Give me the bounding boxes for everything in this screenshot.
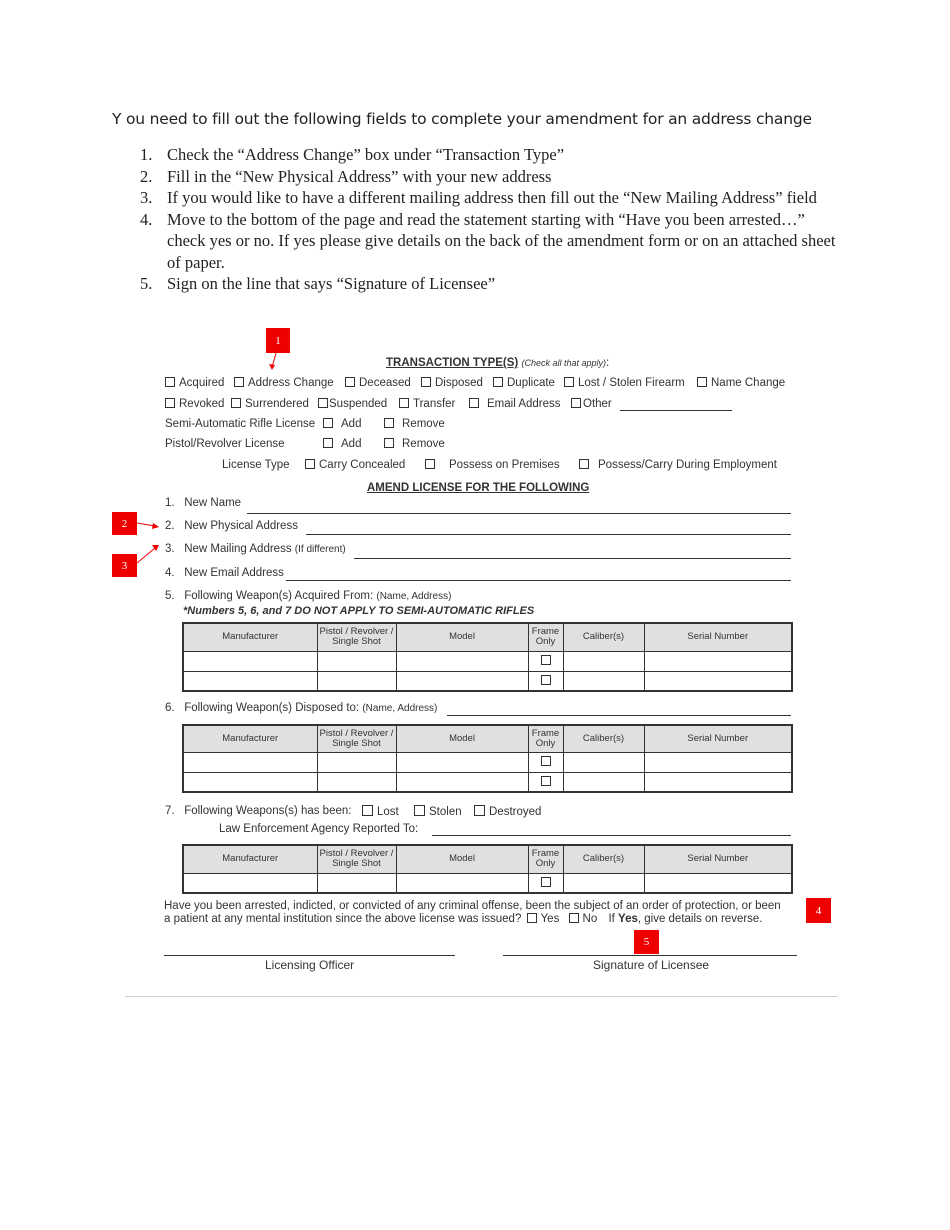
marker-5: 5: [634, 930, 659, 954]
column-header: Caliber(s): [563, 725, 644, 752]
column-header: Caliber(s): [563, 623, 644, 651]
marker-1: 1: [266, 328, 290, 353]
weapons-table-disposed: [182, 724, 793, 793]
checkbox-pistol-add[interactable]: Add: [323, 438, 361, 450]
table-row: [183, 671, 792, 691]
column-header: Manufacturer: [183, 845, 317, 873]
column-header: Manufacturer: [183, 725, 317, 752]
item-disposed-to: 6. Following Weapon(s) Disposed to: (Name, Address): [165, 702, 438, 714]
transaction-title-row: TRANSACTION TYPE(S) (Check all that apply):: [386, 357, 610, 369]
checkbox-no[interactable]: No: [569, 913, 598, 925]
weapons-table-lost: [182, 844, 793, 894]
list-item: 1. Check the “Address Change” box under “Transaction Type”: [140, 145, 565, 164]
column-header: Pistol / Revolver / Single Shot: [317, 725, 396, 752]
column-header: Frame Only: [528, 845, 563, 873]
column-header: Pistol / Revolver / Single Shot: [317, 845, 396, 873]
amend-title: AMEND LICENSE FOR THE FOLLOWING: [367, 482, 590, 494]
column-header: Pistol / Revolver / Single Shot: [317, 623, 396, 651]
checkbox-duplicate[interactable]: Duplicate: [493, 377, 555, 389]
table-row: [183, 772, 792, 792]
arrest-statement-line2: a patient at any mental institution since the above license was issued? Yes No If Yes, give details on reverse.: [164, 913, 763, 925]
checkbox-revoked[interactable]: Revoked: [165, 398, 224, 410]
item-new-physical-address: 2. New Physical Address: [165, 520, 298, 532]
checkbox-address-change[interactable]: Address Change: [234, 377, 334, 389]
checkbox-other[interactable]: Other: [571, 398, 612, 410]
column-header: Serial Number: [644, 725, 792, 752]
checkbox-email-address[interactable]: Email Address: [469, 398, 561, 410]
column-header: Caliber(s): [563, 845, 644, 873]
checkbox-disposed[interactable]: Disposed: [421, 377, 483, 389]
column-header: Model: [396, 845, 528, 873]
item-new-name: 1. New Name: [165, 497, 242, 509]
checkbox-lost[interactable]: Lost: [362, 805, 399, 818]
law-enforcement-label: Law Enforcement Agency Reported To:: [219, 823, 419, 835]
list-item: 2. Fill in the “New Physical Address” with your new address: [140, 166, 552, 186]
licensing-officer-line[interactable]: [164, 955, 455, 956]
licensing-officer-label: Licensing Officer: [265, 958, 355, 972]
signature-licensee-label: Signature of Licensee: [593, 958, 710, 972]
signature-licensee-line[interactable]: [503, 955, 797, 956]
column-header: Serial Number: [644, 845, 792, 873]
marker-2: 2: [112, 512, 137, 535]
list-item: 4. Move to the bottom of the page and read the statement starting with “Have you been arrested…” check yes or no. If yes please give details on the back of the amendment form or on an attached sheet of paper.: [140, 209, 836, 272]
checkbox-carry-concealed[interactable]: Carry Concealed: [305, 459, 405, 471]
new-mailing-address-line[interactable]: [354, 558, 791, 559]
item-acquired-from: 5. Following Weapon(s) Acquired From: (Name, Address): [165, 590, 452, 602]
marker-3: 3: [112, 554, 137, 577]
marker-4: 4: [806, 898, 831, 923]
checkbox-deceased[interactable]: Deceased: [345, 377, 411, 389]
checkbox-semi-remove[interactable]: Remove: [384, 418, 445, 430]
divider: [125, 996, 838, 997]
checkbox-surrendered[interactable]: Surrendered: [231, 398, 309, 410]
checkbox-possess-premises[interactable]: Possess on Premises: [425, 459, 560, 471]
arrow-icon: [266, 350, 282, 372]
checkbox-semi-add[interactable]: Add: [323, 418, 361, 430]
transaction-title: TRANSACTION TYPE(S): [386, 357, 519, 369]
table-row: [183, 651, 792, 671]
checkbox-possess-carry-employment[interactable]: Possess/Carry During Employment: [579, 459, 777, 471]
checkbox-name-change[interactable]: Name Change: [697, 377, 785, 389]
item-weapons-status: 7. Following Weapons(s) has been:: [165, 805, 352, 817]
pistol-label: Pistol/Revolver License: [165, 438, 285, 450]
table-row: [183, 873, 792, 893]
checkbox-destroyed[interactable]: Destroyed: [474, 805, 541, 818]
other-line[interactable]: [620, 410, 732, 411]
arrow-icon: [137, 520, 161, 530]
checkbox-pistol-remove[interactable]: Remove: [384, 438, 445, 450]
checkbox-yes[interactable]: Yes: [525, 913, 560, 925]
column-header: Model: [396, 725, 528, 752]
arrest-statement-line1: Have you been arrested, indicted, or convicted of any criminal offense, been the subject of an order of protection, or been: [164, 900, 781, 912]
checkbox-acquired[interactable]: Acquired: [165, 377, 224, 389]
column-header: Frame Only: [528, 725, 563, 752]
transaction-note: (Check all that apply): [521, 358, 606, 368]
disposed-to-line[interactable]: [447, 715, 791, 716]
column-header: Manufacturer: [183, 623, 317, 651]
column-header: Model: [396, 623, 528, 651]
license-type-label: License Type: [222, 459, 290, 471]
semi-auto-label: Semi-Automatic Rifle License: [165, 418, 316, 430]
intro-text: Y ou need to fill out the following fields to complete your amendment for an address change: [112, 110, 812, 128]
law-enforcement-line[interactable]: [432, 835, 791, 836]
arrow-icon: [137, 543, 161, 567]
table-row: [183, 752, 792, 772]
checkbox-transfer[interactable]: Transfer: [399, 398, 455, 410]
column-header: Frame Only: [528, 623, 563, 651]
list-item: 5. Sign on the line that says “Signature of Licensee”: [140, 274, 496, 293]
new-physical-address-line[interactable]: [306, 534, 791, 535]
new-email-address-line[interactable]: [286, 580, 791, 581]
list-item: 3. If you would like to have a different mailing address then fill out the “New Mailing Address” field: [140, 188, 817, 207]
checkbox-stolen[interactable]: Stolen: [414, 805, 462, 818]
semi-auto-warning: *Numbers 5, 6, and 7 DO NOT APPLY TO SEMI-AUTOMATIC RIFLES: [183, 605, 535, 617]
item-new-email-address: 4. New Email Address: [165, 567, 284, 579]
checkbox-suspended[interactable]: Suspended: [318, 398, 387, 410]
new-name-line[interactable]: [247, 513, 791, 514]
weapons-table-acquired: [182, 622, 793, 692]
column-header: Serial Number: [644, 623, 792, 651]
checkbox-lost-stolen[interactable]: Lost / Stolen Firearm: [564, 377, 685, 389]
item-new-mailing-address: 3. New Mailing Address (If different): [165, 543, 346, 555]
